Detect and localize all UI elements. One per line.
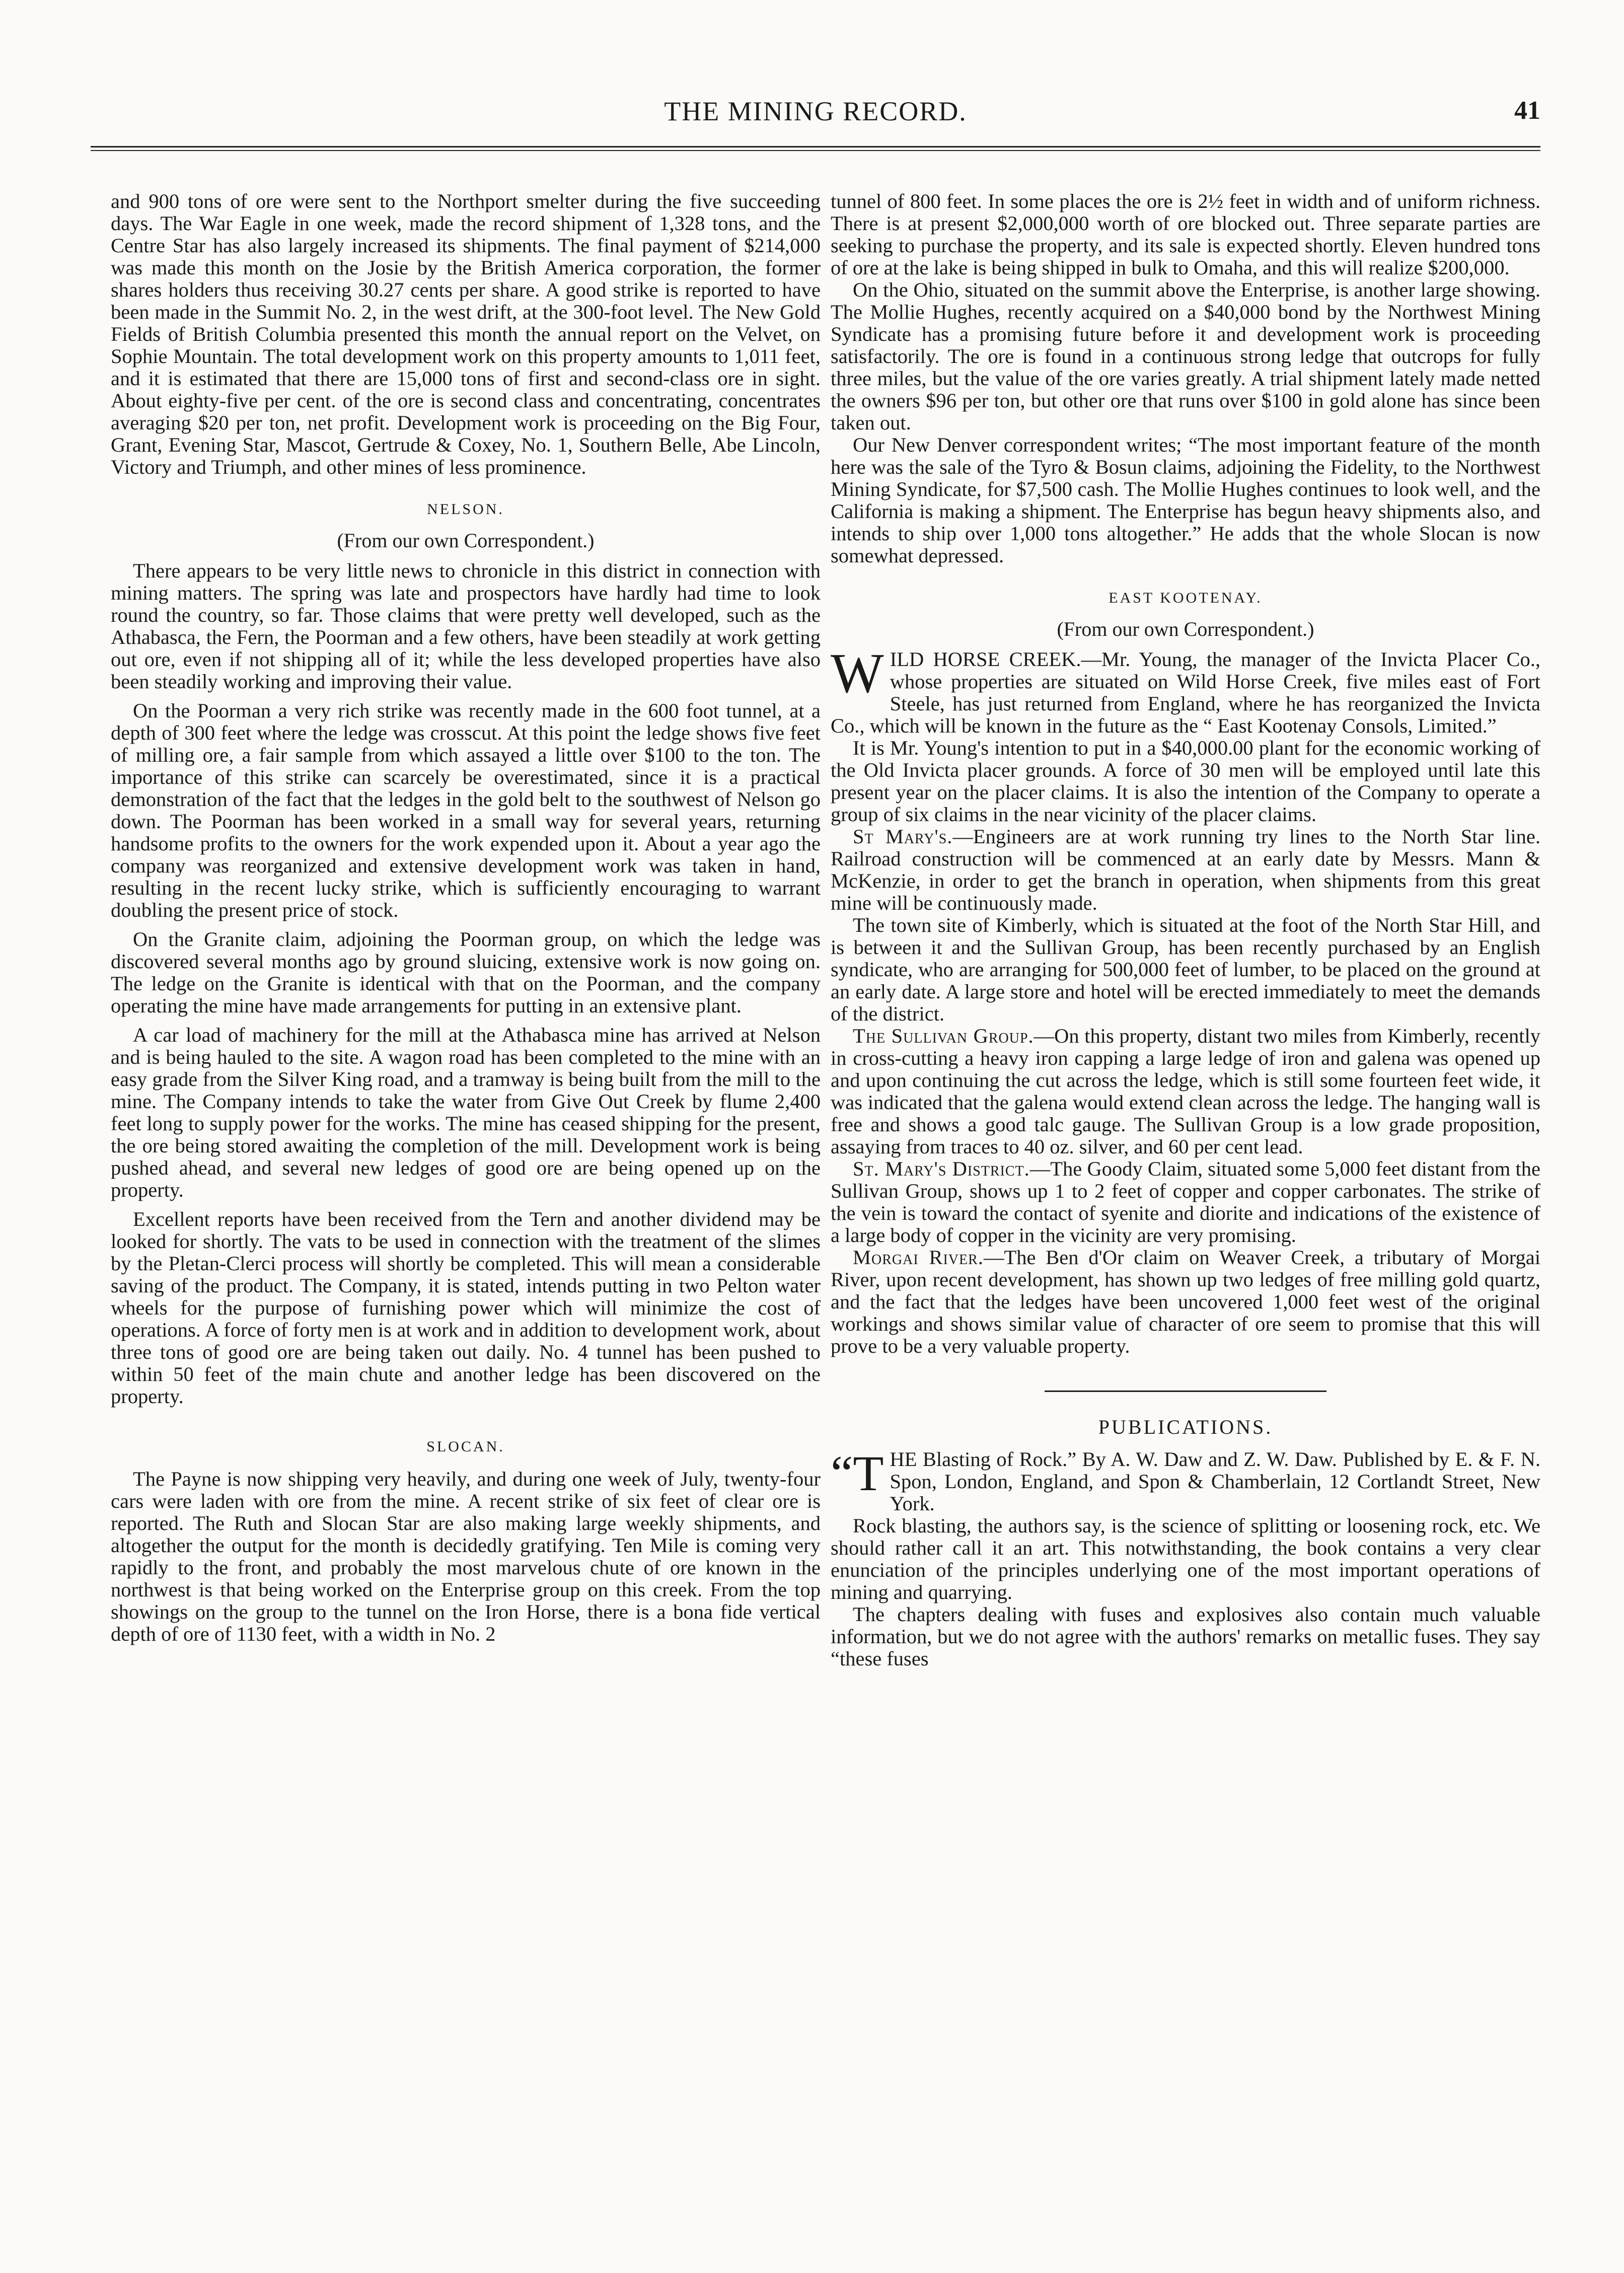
drop-cap: “T	[831, 1445, 884, 1501]
article-paragraph: On the Poorman a very rich strike was recently made in the 600 foot tunnel, at a depth of 300 feet where the ledge was crosscut. At this point the ledge shows five feet of milling ore, a fair sample from which assayed a little over $100 to the ton. The importance of this strike can scarcely be overestimated, since it is a practical demonstration of the fact that the ledges in the gold belt to the southwest of Nelson go down. The Poorman has been worked in a small way for several years, returning handsome profits to the owners for the work expended upon it. About a year ago the company was reorganized and extensive development work was taken in hand, resulting in the recent lucky strike, which is sufficiently encouraging to warrant doubling the present price of stock.	[111, 699, 821, 921]
article-paragraph: The Payne is now shipping very heavily, and during one week of July, twenty-four cars were laden with ore from the mine. A recent strike of six feet of clear ore is reported. The Ruth and Slocan Star are also making large weekly shipments, and altogether the output for the month is decidedly gratifying. Ten Mile is coming very rapidly to the front, and probably the most marvelous chute of ore known in the northwest is that being worked on the Enterprise group on this creek. From the top showings on the group to the tunnel on the Iron Horse, there is a bona fide vertical depth of ore of 1130 feet, with a width in No. 2	[111, 1468, 821, 1645]
article-paragraph: On the Ohio, situated on the summit above the Enterprise, is another large showing. The Mollie Hughes, recently acquired on a $40,000 bond by the Northwest Mining Syndicate has a promising future before it and development work is proceeding satisfactorily. The ore is found in a continuous strong ledge that outcrops for fully three miles, but the value of the ore varies greatly. A trial shipment lately made netted the owners $96 per ton, but other ore that runs over $100 in gold alone has since been taken out.	[831, 278, 1540, 434]
run-in-heading: The Sullivan Group.	[853, 1024, 1034, 1047]
drop-cap: W	[831, 642, 884, 705]
article-paragraph: and 900 tons of ore were sent to the Northport smelter during the five succeeding days. The War Eagle in one week, made the record shipment of 1,328 tons, and the Centre Star has also largely increased its shipments. The final payment of $214,000 was made this month on the Josie by the British America corporation, the former shares holders thus receiving 30.27 cents per share. A good strike is reported to have been made in the Summit No. 2, in the west drift, at the 300-foot level. The New Gold Fields of British Columbia presented this month the annual report on the Velvet, on Sophie Mountain. The total development work on this property amounts to 1,011 feet, and it is estimated that there are 15,000 tons of first and second-class ore in sight. About eighty-five per cent. of the ore is second class and concentrating, concentrates averaging $20 per ton, net profit. Development work is proceeding on the Big Four, Grant, Evening Star, Mascot, Gertrude & Coxey, No. 1, Southern Belle, Abe Lincoln, Victory and Triumph, and other mines of less prominence.	[111, 190, 821, 478]
article-paragraph	[831, 1247, 1540, 1357]
section-byline: (From our own Correspondent.)	[337, 529, 595, 552]
paragraph-text: —On this property, distant two miles from Kimberly, recently in cross-cutting a heavy iron capping a large ledge of iron and galena was opened up and upon continuing the cut across the ledge, which is still some fourteen feet wide, it was indicated that the galena would extend clean across the ledge. The hanging wall is free and shows a good talc gauge. The Sullivan Group is a low grade proposition, assaying from traces to 40 oz. silver, and 60 per cent lead.	[831, 1024, 1540, 1158]
right-column	[831, 190, 1540, 2234]
run-in-heading: St. Mary's District.	[853, 1157, 1030, 1180]
article-paragraph: A car load of machinery for the mill at the Athabasca mine has arrived at Nelson and is being hauled to the site. A wagon road has been completed to the mine with an easy grade from the Silver King road, and a tramway is being built from the mill to the mine. The Company intends to take the water from Give Out Creek by flume 2,400 feet long to supply power for the works. The mine has ceased shipping for the present, the ore being stored awaiting the completion of the mill. Development work is being pushed ahead, and several new ledges of good ore are being opened up on the property.	[111, 1023, 821, 1201]
article-lead-paragraph	[831, 642, 1540, 737]
run-in-heading: St Mary's.	[853, 825, 953, 848]
running-head	[91, 96, 1540, 136]
page-number: 41	[1514, 96, 1540, 125]
article-paragraph: On the Granite claim, adjoining the Poorman group, on which the ledge was discovered several months ago by ground sluicing, extensive work is now going on. The ledge on the Granite is identical with that on the Poorman, and the company operating the mine have made arrangements for putting in an extensive plant.	[111, 928, 821, 1017]
journal-title: THE MINING RECORD.	[664, 96, 967, 126]
section-heading-publications: PUBLICATIONS.	[1098, 1416, 1273, 1438]
article-paragraph	[831, 826, 1540, 914]
paragraph-text: —The Ben d'Or claim on Weaver Creek, a tributary of Morgai River, upon recent development, has shown up two ledges of free milling gold quartz, and the fact that the ledges have been uncovered 1,000 feet west of the original workings and shows similar value of character of ore seem to promise that this will prove to be a very valuable property.	[831, 1246, 1540, 1357]
article-paragraph: Our New Denver correspondent writes; “The most important feature of the month here was the sale of the Tyro & Bosun claims, adjoining the Fidelity, to the Northwest Mining Syndicate, for $7,500 cash. The Mollie Hughes continues to look well, and the California is making a shipment. The Enterprise has begun heavy shipments also, and intends to ship over 1,000 tons altogether.” He adds that the whole Slocan is now somewhat depressed.	[831, 433, 1540, 567]
article-paragraph	[831, 1158, 1540, 1247]
section-heading-slocan: SLOCAN.	[426, 1438, 505, 1455]
article-paragraph: It is Mr. Young's intention to put in a $40,000.00 plant for the economic working of the Old Invicta placer grounds. A force of 30 men will be employed until late this present year on the placer claims. It is also the intention of the Company to operate a group of six claims in the near vicinity of the placer claims.	[831, 737, 1540, 826]
article-paragraph: tunnel of 800 feet. In some places the ore is 2½ feet in width and of uniform richness. There is at present $2,000,000 worth of ore blocked out. Three separate parties are seeking to purchase the property, and its sale is expected shortly. Eleven hundred tons of ore at the lake is being shipped in bulk to Omaha, and this will realize $200,000.	[831, 190, 1540, 279]
lead-text: HE Blasting of Rock.” By A. W. Daw and Z. W. Daw. Published by E. & F. N. Spon, London, England, and Spon & Chamberlain, 12 Cortlandt Street, New York.	[890, 1448, 1540, 1515]
left-column	[111, 190, 821, 2234]
article-paragraph	[831, 1025, 1540, 1158]
article-paragraph: Rock blasting, the authors say, is the science of splitting or loosening rock, etc. We should rather call it an art. This notwithstanding, the book contains a very clear enunciation of the principles underlying one of the most important operations of mining and quarrying.	[831, 1514, 1540, 1603]
article-lead-paragraph	[831, 1445, 1540, 1515]
header-rule-double	[91, 150, 1540, 151]
article-paragraph: There appears to be very little news to chronicle in this district in connection with mining matters. The spring was late and prospectors have hardly had time to look round the country, so far. Those claims that were pretty well developed, such as the Athabasca, the Fern, the Poorman and a few others, have been steadily at work getting out ore, even if not shipping all of it; while the less developed properties have also been steadily working and improving their value.	[111, 559, 821, 693]
header-rule	[91, 146, 1540, 148]
section-byline: (From our own Correspondent.)	[1057, 618, 1314, 640]
article-paragraph: The town site of Kimberly, which is situated at the foot of the North Star Hill, and is between it and the Sullivan Group, has been recently purchased by an English syndicate, who are arranging for 500,000 feet of lumber, to be placed on the ground at an early date. A large store and hotel will be erected immediately to meet the demands of the district.	[831, 914, 1540, 1025]
section-divider	[1045, 1390, 1326, 1392]
section-heading-nelson: NELSON.	[427, 501, 504, 518]
paragraph-text: —The Goody Claim, situated some 5,000 feet distant from the Sullivan Group, shows up 1 to 2 feet of copper and copper carbonates. The strike of the vein is toward the contact of syenite and diorite and indications of the existence of a large body of copper in the vicinity are very promising.	[831, 1157, 1540, 1247]
article-paragraph: Excellent reports have been received from the Tern and another dividend may be looked for shortly. The vats to be used in connection with the treatment of the slimes by the Pletan-Clerci process will shortly be completed. This will mean a considerable saving of the product. The Company, it is stated, intends putting in two Pelton water wheels for the purpose of furnishing power which will minimize the cost of operations. A force of forty men is at work and in addition to development work, about three tons of good ore are being taken out daily. No. 4 tunnel has been pushed to within 50 feet of the main chute and another ledge has been discovered on the property.	[111, 1208, 821, 1408]
run-in-heading: Morgai River.	[853, 1246, 984, 1269]
section-heading-east-kootenay: EAST KOOTENAY.	[1109, 590, 1263, 606]
lead-text: ILD HORSE CREEK.—Mr. Young, the manager of the Invicta Placer Co., whose properties are situated on Wild Horse Creek, five miles east of Fort Steele, has just returned from England, where he has reorganized the Invicta Co., which will be known in the future as the “ East Kootenay Consols, Limited.”	[831, 648, 1540, 737]
paragraph-text: —Engineers are at work running try lines to the North Star line. Railroad construction will be commenced at an early date by Messrs. Mann & McKenzie, in order to get the branch in operation, when shipments from this great mine will be continuously made.	[831, 825, 1540, 914]
article-paragraph: The chapters dealing with fuses and explosives also contain much valuable information, but we do not agree with the authors' remarks on metallic fuses. They say “these fuses	[831, 1603, 1540, 1670]
